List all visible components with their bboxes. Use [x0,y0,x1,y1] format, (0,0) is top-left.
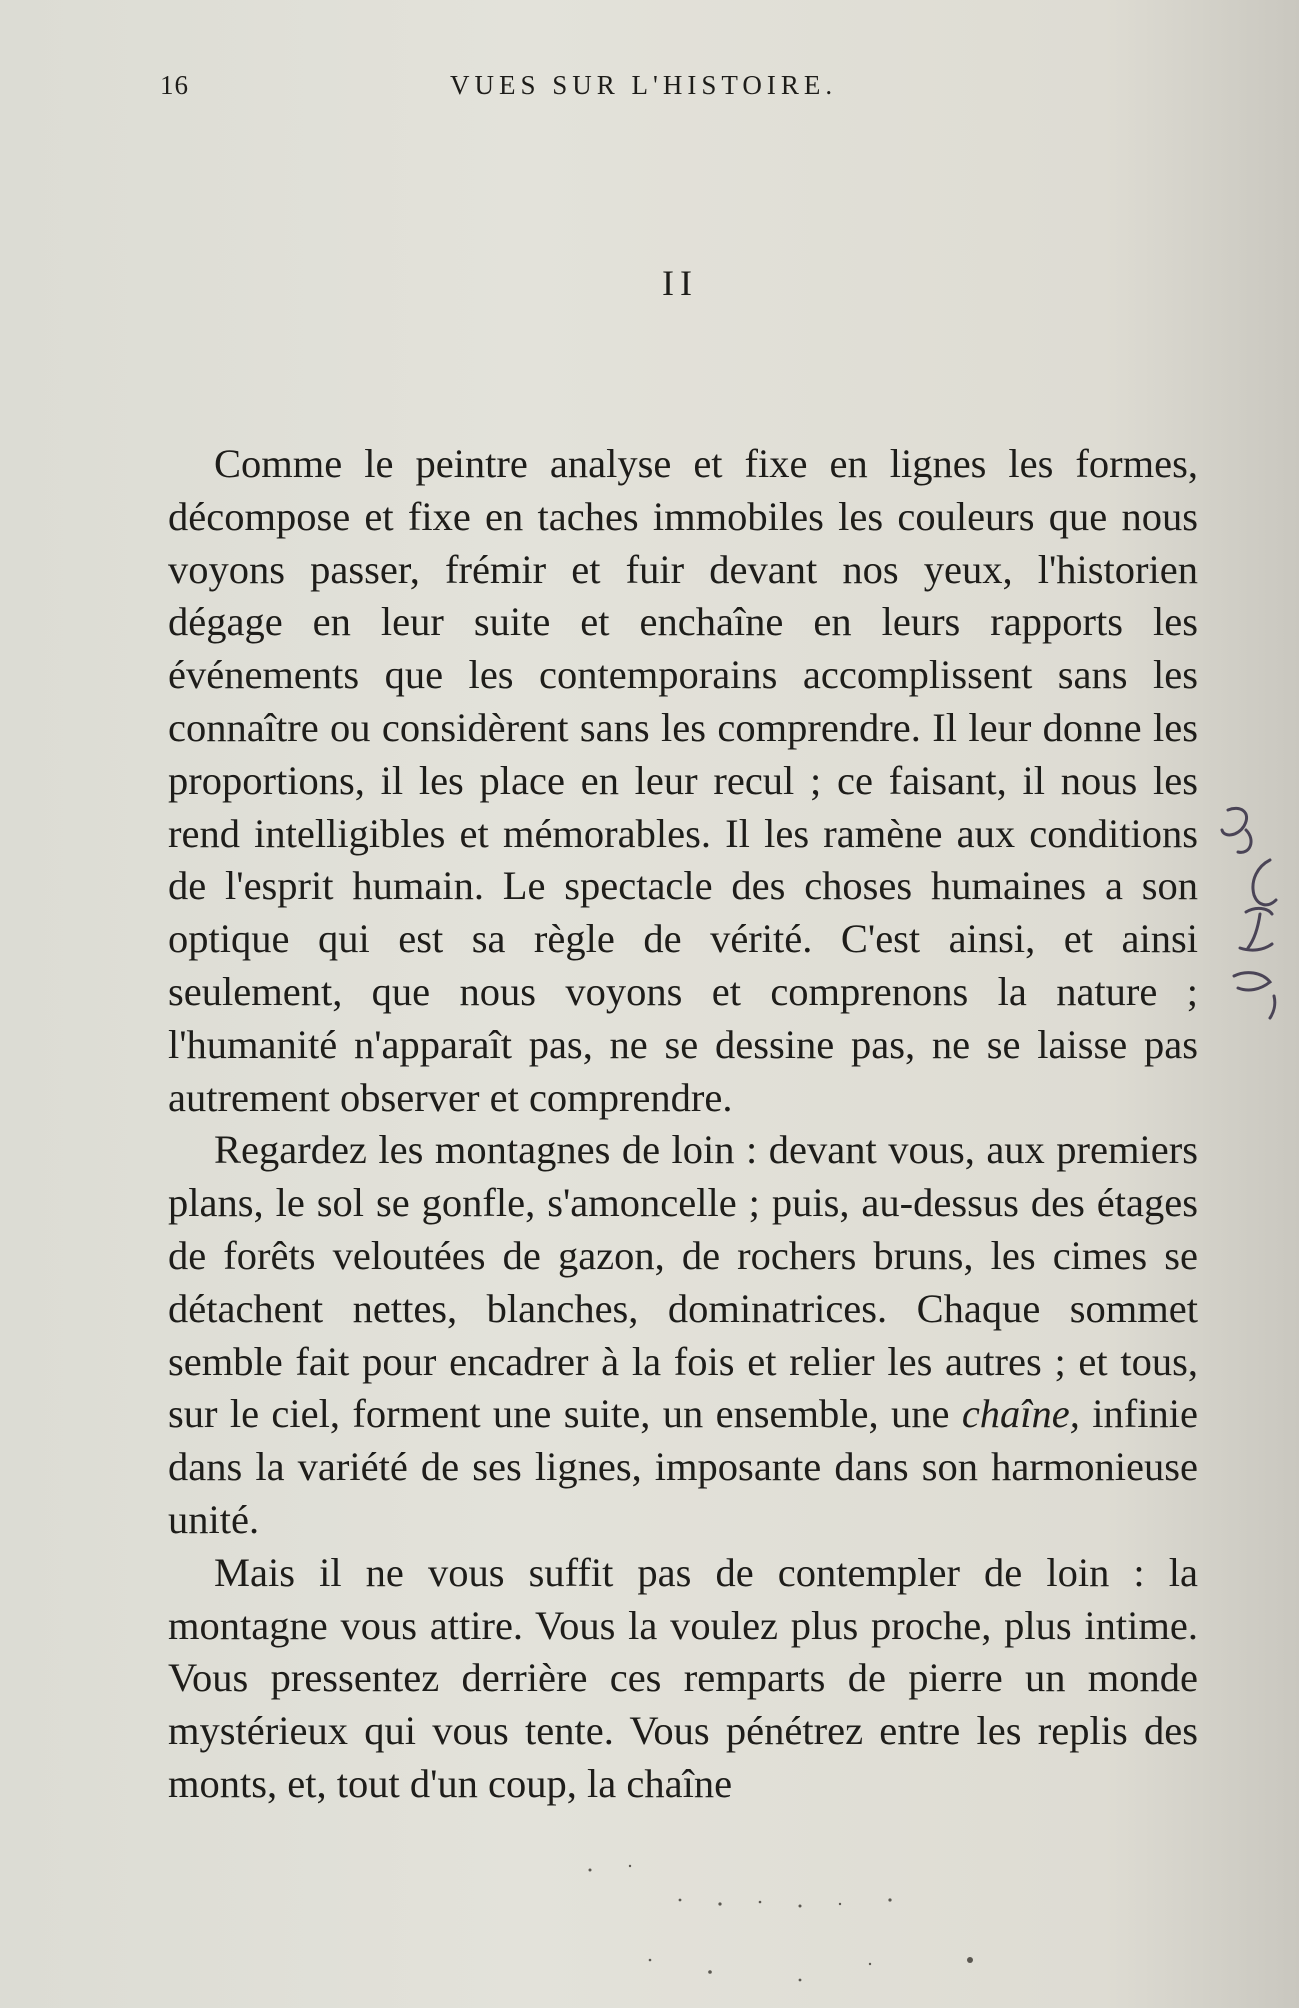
paragraph-3: Mais il ne vous suffit pas de contempler de loin : la montagne vous attire. Vous la voulez plus proche, plus intime. Vous pressentez derrière ces remparts de pierre un monde mystérieux qui vous tente. Vous pénétrez entre les replis des monts, et, tout d'un coup, la chaîne [168,1549,1198,1806]
paragraph-1: Comme le peintre analyse et fixe en lignes les formes, décompose et fixe en taches immobiles les couleurs que nous voyons passer, frémir et fuir devant nos yeux, l'historien dégage en leur suite et enchaîne en leurs rapports les événements que les contemporains accomplissent sans les connaître ou considèrent sans les comprendre. Il leur donne les proportions, il les place en leur recul ; ce faisant, il nous les rend intelligibles et mémorables. Il les ramène aux conditions de l'esprit humain. Le spectacle des choses humaines a son optique qui est sa règle de vérité. C'est ainsi, et ainsi seulement, que nous voyons et comprenons la nature ; l'humanité n'apparaît pas, ne se dessine pas, ne se laisse pas autrement observer et comprendre. [168,441,1198,1120]
paper-specks [560,1860,1000,1990]
paragraph-2-before: Regardez les montagnes de loin : devant vous, aux premiers plans, le sol se gonfle, s'amoncelle ; puis, au-dessus des étages de forêts veloutées de gazon, de rochers bruns, les cimes se détachent nettes, blanches, dominatrices. Chaque sommet semble fait pour encadrer à la fois et relier les autres ; et tous, sur le ciel, forment une suite, un ensemble, une [168,1127,1198,1437]
section-number: II [662,263,698,303]
page-header [160,62,900,102]
handwritten-margin-mark [1210,800,1290,1030]
paragraph-2-emphasis: chaîne, [961,1391,1080,1437]
body-text [168,438,1198,1811]
page-number: 16 [160,70,189,100]
running-title: VUES SUR L'HISTOIRE. [450,70,838,100]
paragraph-2 [168,1124,1198,1546]
paragraph-2-after: infinie dans la variété de ses lignes, imposante dans son harmonieuse unité. [168,1391,1198,1542]
